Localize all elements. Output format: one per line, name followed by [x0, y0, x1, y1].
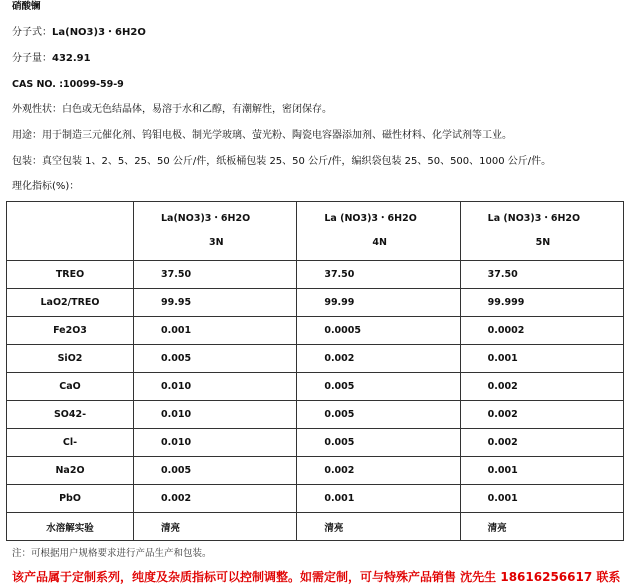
- row-value-cell: 清亮: [460, 513, 623, 541]
- row-value-cell: 99.999: [460, 289, 623, 317]
- row-value-cell: 99.99: [297, 289, 460, 317]
- row-value-cell: 0.005: [297, 373, 460, 401]
- row-item-label: 水溶解实验: [7, 513, 134, 541]
- molecular-weight-label: 分子量：: [12, 53, 52, 64]
- formula-label: 分子式：: [12, 27, 52, 38]
- table-row: [7, 457, 624, 485]
- row-value-cell: 0.002: [134, 485, 297, 513]
- row-value-cell: 0.010: [134, 401, 297, 429]
- row-value-cell: 0.001: [460, 345, 623, 373]
- row-value-cell: 37.50: [460, 261, 623, 289]
- row-value-cell: 0.001: [134, 317, 297, 345]
- spec-table: [6, 201, 624, 541]
- row-value-cell: 0.0002: [460, 317, 623, 345]
- row-value-cell: 37.50: [297, 261, 460, 289]
- row-item-label: CaO: [7, 373, 134, 401]
- row-item-label: SiO2: [7, 345, 134, 373]
- row-value-cell: 0.005: [134, 345, 297, 373]
- usage-text: 用途：用于制造三元催化剂、钨钼电极、制光学玻璃、萤光粉、陶瓷电容器添加剂、磁性材料、化学试剂等工业。: [12, 130, 512, 141]
- table-row: [7, 373, 624, 401]
- appearance-text: 外观性状：白色或无色结晶体，易溶于水和乙醇，有潮解性，密闭保存。: [12, 104, 332, 115]
- row-value-cell: 0.001: [297, 485, 460, 513]
- header-blank-cell: [7, 202, 134, 261]
- row-value-cell: 99.95: [134, 289, 297, 317]
- table-row: [7, 513, 624, 541]
- row-value-cell: 0.005: [297, 401, 460, 429]
- row-value-cell: 清亮: [297, 513, 460, 541]
- table-row: [7, 429, 624, 457]
- cas-number: CAS NO. :10099-59-9: [12, 79, 124, 90]
- row-item-label: Na2O: [7, 457, 134, 485]
- row-value-cell: 0.002: [460, 429, 623, 457]
- row-value-cell: 0.001: [460, 485, 623, 513]
- row-item-label: Fe2O3: [7, 317, 134, 345]
- header-grade: 4N: [372, 237, 387, 248]
- header-grade: 5N: [535, 237, 551, 248]
- row-value-cell: 0.002: [297, 345, 460, 373]
- row-item-label: PbO: [7, 485, 134, 513]
- row-item-label: SO42-: [7, 401, 134, 429]
- row-value-cell: 0.002: [460, 373, 623, 401]
- molecular-weight-value: 432.91: [52, 53, 91, 64]
- table-row: [7, 289, 624, 317]
- header-cell-4n: [297, 202, 460, 261]
- row-value-cell: 0.002: [460, 401, 623, 429]
- product-name: 硝酸镧: [12, 1, 41, 12]
- header-formula: La (NO3)3・6H2O: [324, 213, 417, 224]
- row-value-cell: 0.010: [134, 373, 297, 401]
- row-item-label: LaO2/TREO: [7, 289, 134, 317]
- row-value-cell: 清亮: [134, 513, 297, 541]
- molecular-weight-line: [12, 52, 91, 66]
- header-cell-5n: [460, 202, 623, 261]
- spec-title: 理化指标(%)：: [12, 181, 80, 192]
- table-row: [7, 401, 624, 429]
- formula-line: [12, 26, 146, 40]
- row-value-cell: 0.0005: [297, 317, 460, 345]
- row-value-cell: 0.005: [134, 457, 297, 485]
- promo-text: 该产品属于定制系列，纯度及杂质指标可以控制调整。如需定制，可与特殊产品销售 沈先生 18616256617 联系: [12, 570, 621, 584]
- table-row: [7, 485, 624, 513]
- packaging-text: 包装：真空包装 1、2、5、25、50 公斤/件，纸板桶包装 25、50 公斤/件，编织袋包装 25、50、500、1000 公斤/件。: [12, 156, 552, 167]
- header-formula: La (NO3)3・6H2O: [487, 213, 581, 224]
- row-value-cell: 0.001: [460, 457, 623, 485]
- row-value-cell: 0.010: [134, 429, 297, 457]
- header-cell-3n: [134, 202, 297, 261]
- row-item-label: TREO: [7, 261, 134, 289]
- footnote: 注：可根据用户规格要求进行产品生产和包装。: [12, 548, 212, 559]
- header-formula: La(NO3)3・6H2O: [161, 213, 251, 224]
- table-row: [7, 317, 624, 345]
- table-row: [7, 345, 624, 373]
- table-row: [7, 261, 624, 289]
- header-grade: 3N: [209, 237, 224, 248]
- row-value-cell: 0.005: [297, 429, 460, 457]
- formula-value: La(NO3)3・6H2O: [52, 27, 146, 38]
- table-header-row: [7, 202, 624, 261]
- row-item-label: Cl-: [7, 429, 134, 457]
- row-value-cell: 0.002: [297, 457, 460, 485]
- row-value-cell: 37.50: [134, 261, 297, 289]
